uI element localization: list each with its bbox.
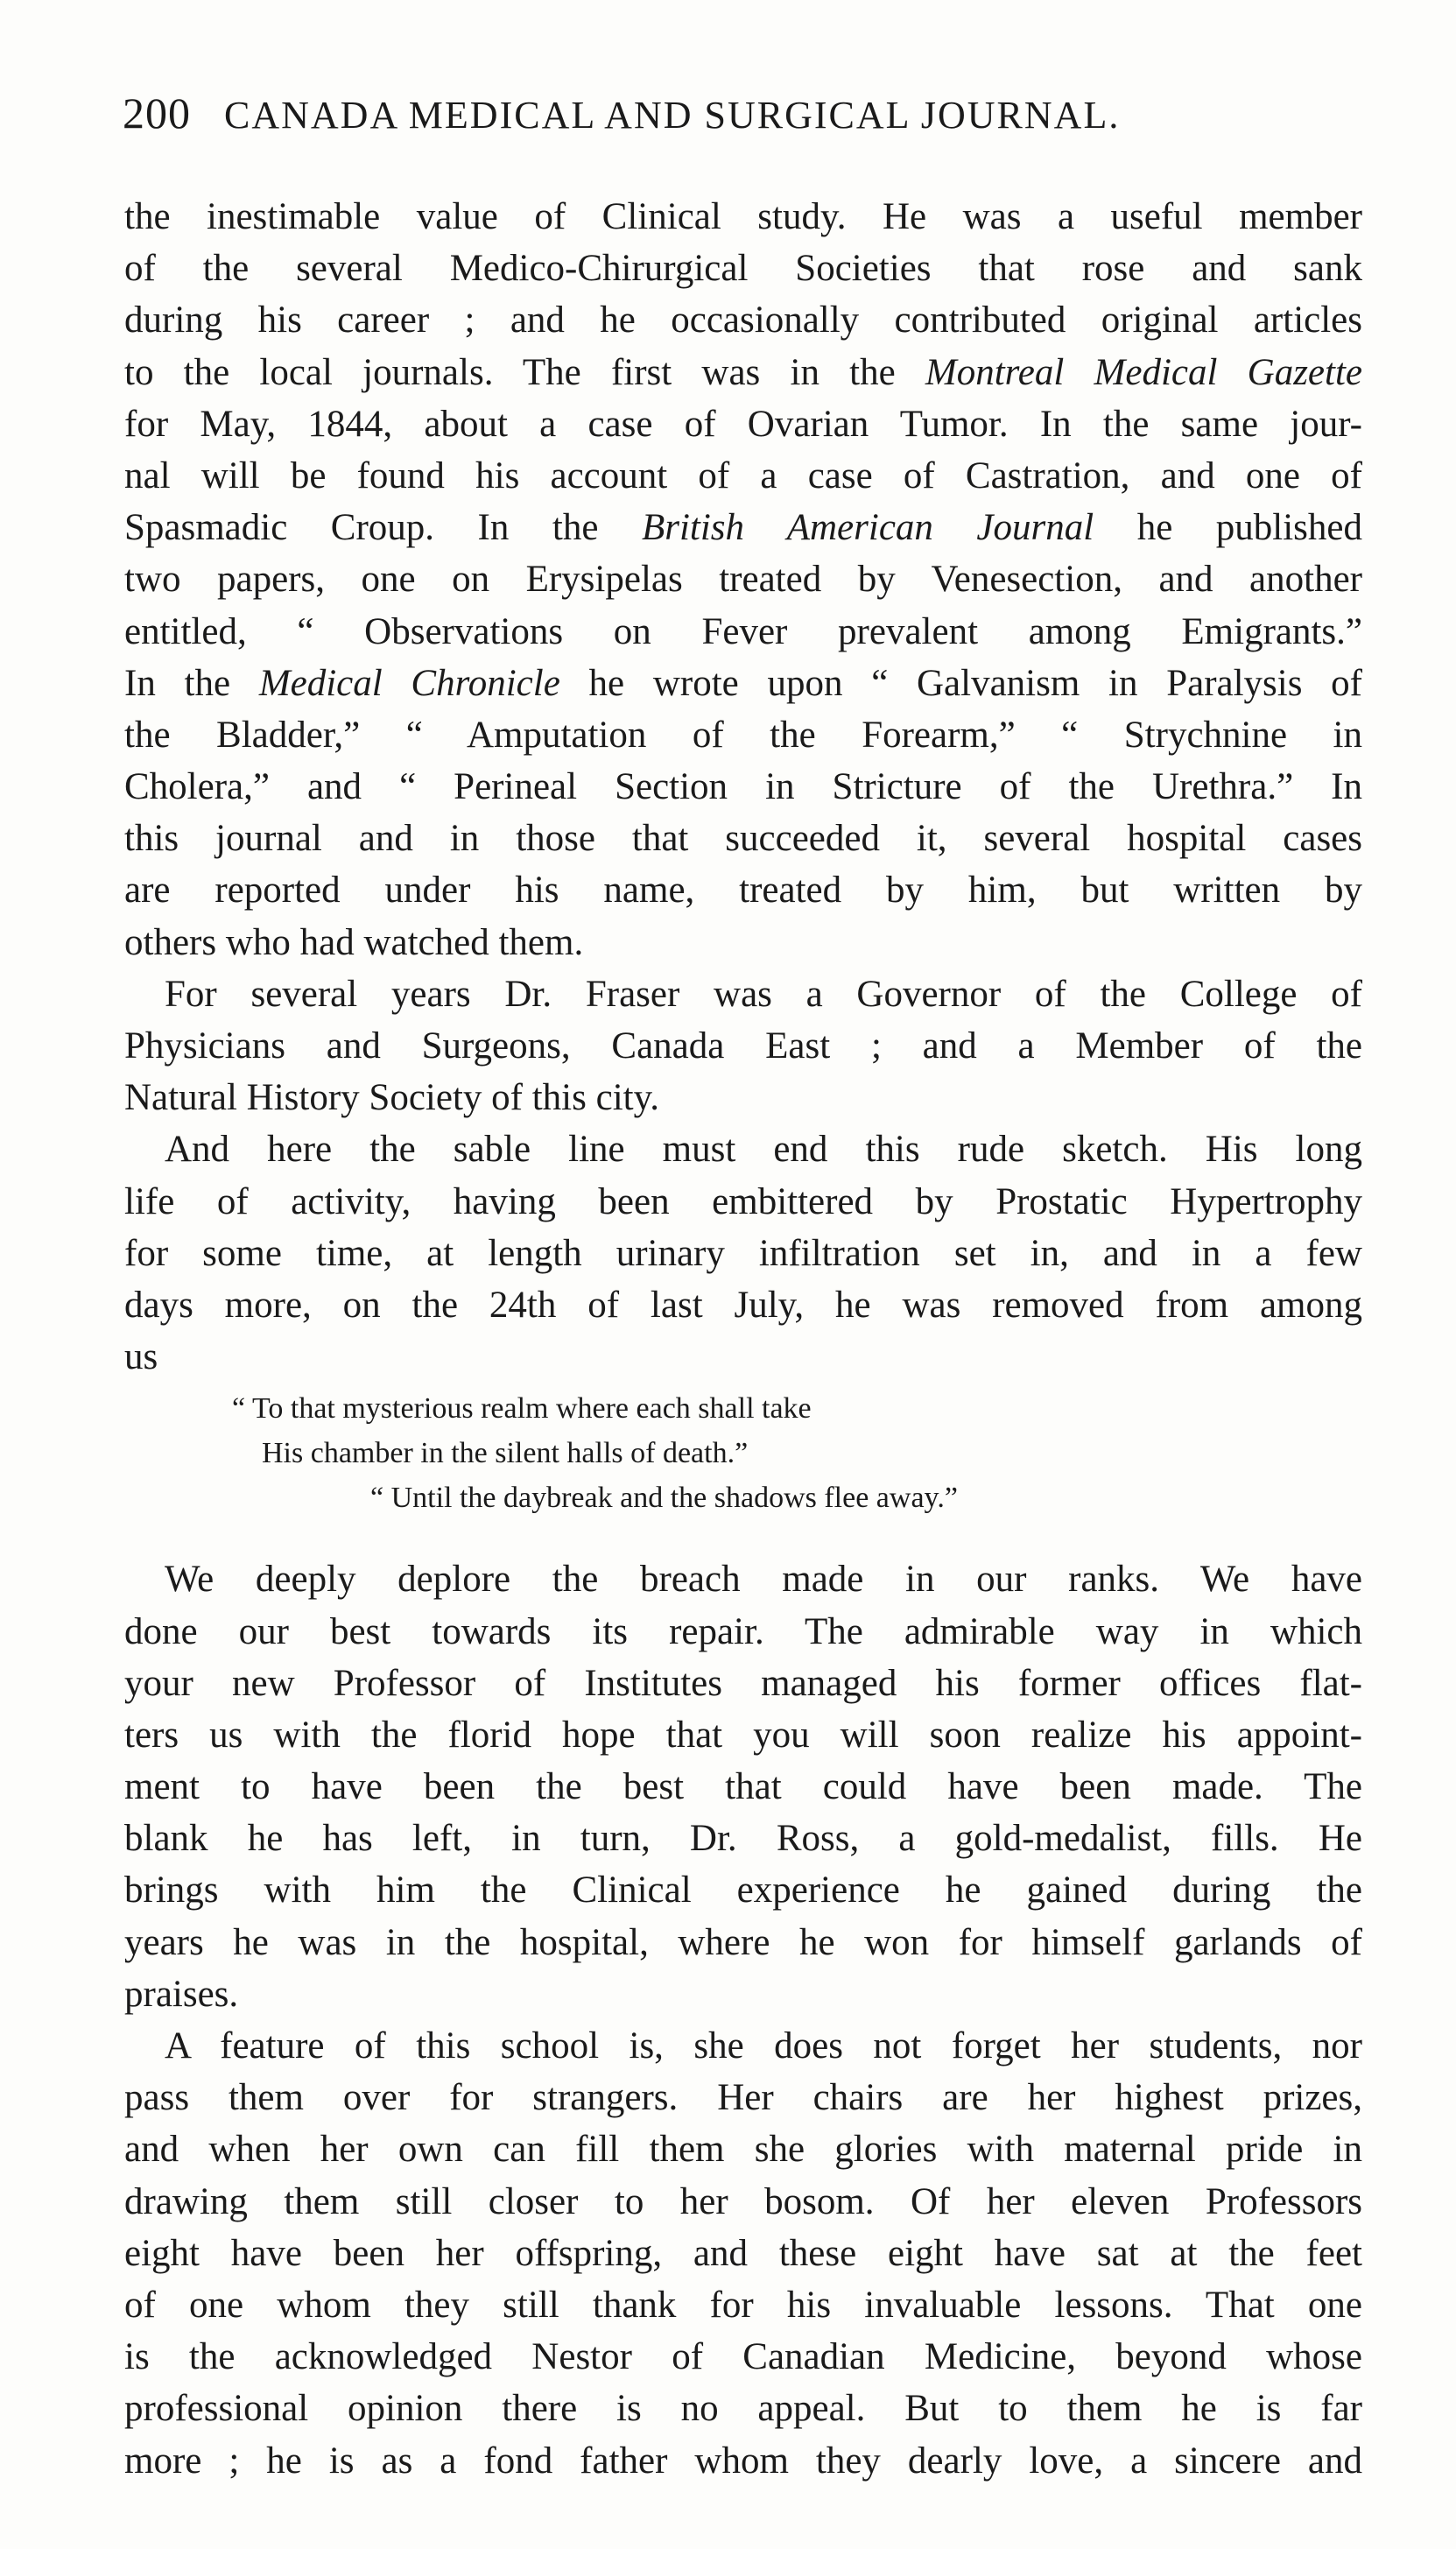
text-line: years he was in the hospital, where he won for himself garlands of xyxy=(124,1921,1362,1963)
text-line xyxy=(124,347,1362,398)
journal-title: CANADA MEDICAL AND SURGICAL JOURNAL. xyxy=(224,94,1121,137)
line-text: he wrote upon “ Galvanism in Paralysis of xyxy=(559,662,1363,704)
text-line: days more, on the 24th of last July, he was removed from among xyxy=(124,1284,1362,1326)
text-line: blank he has left, in turn, Dr. Ross, a gold-medalist, fills. He xyxy=(124,1818,1362,1860)
line-text: he published xyxy=(1094,507,1362,549)
text-line: Physicians and Surgeons, Canada East ; and a Member of the xyxy=(124,1025,1362,1067)
text-line: pass them over for strangers. Her chairs are her highest prizes, xyxy=(124,2077,1362,2119)
text-line xyxy=(124,502,1362,553)
running-header xyxy=(123,88,1366,138)
text-line: brings with him the Clinical experience he gained during the xyxy=(124,1870,1362,1912)
text-line: entitled, “ Observations on Fever prevalent among Emigrants.” xyxy=(124,610,1362,652)
text-line: professional opinion there is no appeal. But to them he is far xyxy=(124,2388,1362,2430)
paragraph xyxy=(124,968,1362,1124)
text-line: praises. xyxy=(124,1973,239,2015)
text-line: nal will be found his account of a case of Castration, and one of xyxy=(124,454,1362,496)
text-line: more ; he is as a fond father whom they dearly love, a sincere and xyxy=(124,2440,1362,2482)
text-line: your new Professor of Institutes managed his former offices flat- xyxy=(124,1662,1362,1704)
text-line: eight have been her offspring, and these eight have sat at the feet xyxy=(124,2232,1362,2274)
text-line: us xyxy=(124,1336,158,1378)
text-line: done our best towards its repair. The admirable way in which xyxy=(124,1610,1362,1652)
verse-line: “ Until the daybreak and the shadows flee away.” xyxy=(370,1482,958,1515)
text-line: are reported under his name, treated by him, but written by xyxy=(124,870,1362,912)
verse-line: His chamber in the silent halls of death.” xyxy=(262,1437,749,1470)
paragraph xyxy=(124,1123,1362,1383)
text-line: For several years Dr. Fraser was a Governor of the College of xyxy=(165,973,1362,1015)
line-text: In the xyxy=(124,662,259,704)
text-line: for some time, at length urinary infiltration set in, and in a few xyxy=(124,1232,1362,1274)
text-line: ters us with the florid hope that you will soon realize his appoint- xyxy=(124,1714,1362,1756)
paragraph xyxy=(124,1553,1362,2020)
text-line: ment to have been the best that could have been made. The xyxy=(124,1766,1362,1808)
paragraph xyxy=(124,191,1362,968)
text-line: and when her own can fill them she glories with maternal pride in xyxy=(124,2129,1362,2171)
text-line: two papers, one on Erysipelas treated by Venesection, and another xyxy=(124,559,1362,601)
article-body xyxy=(124,191,1362,2487)
text-line: Cholera,” and “ Perineal Section in Stricture of the Urethra.” In xyxy=(124,766,1362,808)
text-line: is the acknowledged Nestor of Canadian Medicine, beyond whose xyxy=(124,2336,1362,2378)
italic-title: British American Journal xyxy=(641,507,1094,549)
paragraph xyxy=(124,2020,1362,2487)
text-line: during his career ; and he occasionally contributed original articles xyxy=(124,299,1362,342)
text-line: of one whom they still thank for his invaluable lessons. That one xyxy=(124,2284,1362,2326)
page-number: 200 xyxy=(123,88,191,137)
line-text: to the local journals. The first was in the xyxy=(124,351,925,393)
text-line: the Bladder,” “ Amputation of the Forearm,” “ Strychnine in xyxy=(124,714,1362,756)
text-line: of the several Medico-Chirurgical Societies that rose and sank xyxy=(124,248,1362,290)
italic-title: Montreal Medical Gazette xyxy=(925,351,1362,393)
text-line: the inestimable value of Clinical study. He was a useful member xyxy=(124,196,1362,237)
text-line: A feature of this school is, she does not forget her students, nor xyxy=(165,2025,1362,2067)
text-line: We deeply deplore the breach made in our ranks. We have xyxy=(165,1559,1362,1601)
text-line: life of activity, having been embittered by Prostatic Hypertrophy xyxy=(124,1180,1362,1222)
verse-quotation xyxy=(124,1383,1362,1553)
text-line: for May, 1844, about a case of Ovarian Tumor. In the same jour- xyxy=(124,403,1362,445)
line-text: Spasmadic Croup. In the xyxy=(124,507,642,549)
verse-line: “ To that mysterious realm where each shall take xyxy=(232,1392,812,1426)
text-line xyxy=(124,658,1362,709)
text-line: Natural History Society of this city. xyxy=(124,1077,660,1119)
text-line: this journal and in those that succeeded it, several hospital cases xyxy=(124,818,1362,860)
text-line: drawing them still closer to her bosom. Of her eleven Professors xyxy=(124,2180,1362,2222)
text-line: And here the sable line must end this rude sketch. His long xyxy=(165,1129,1362,1171)
text-line: others who had watched them. xyxy=(124,921,584,963)
italic-title: Medical Chronicle xyxy=(258,662,560,704)
